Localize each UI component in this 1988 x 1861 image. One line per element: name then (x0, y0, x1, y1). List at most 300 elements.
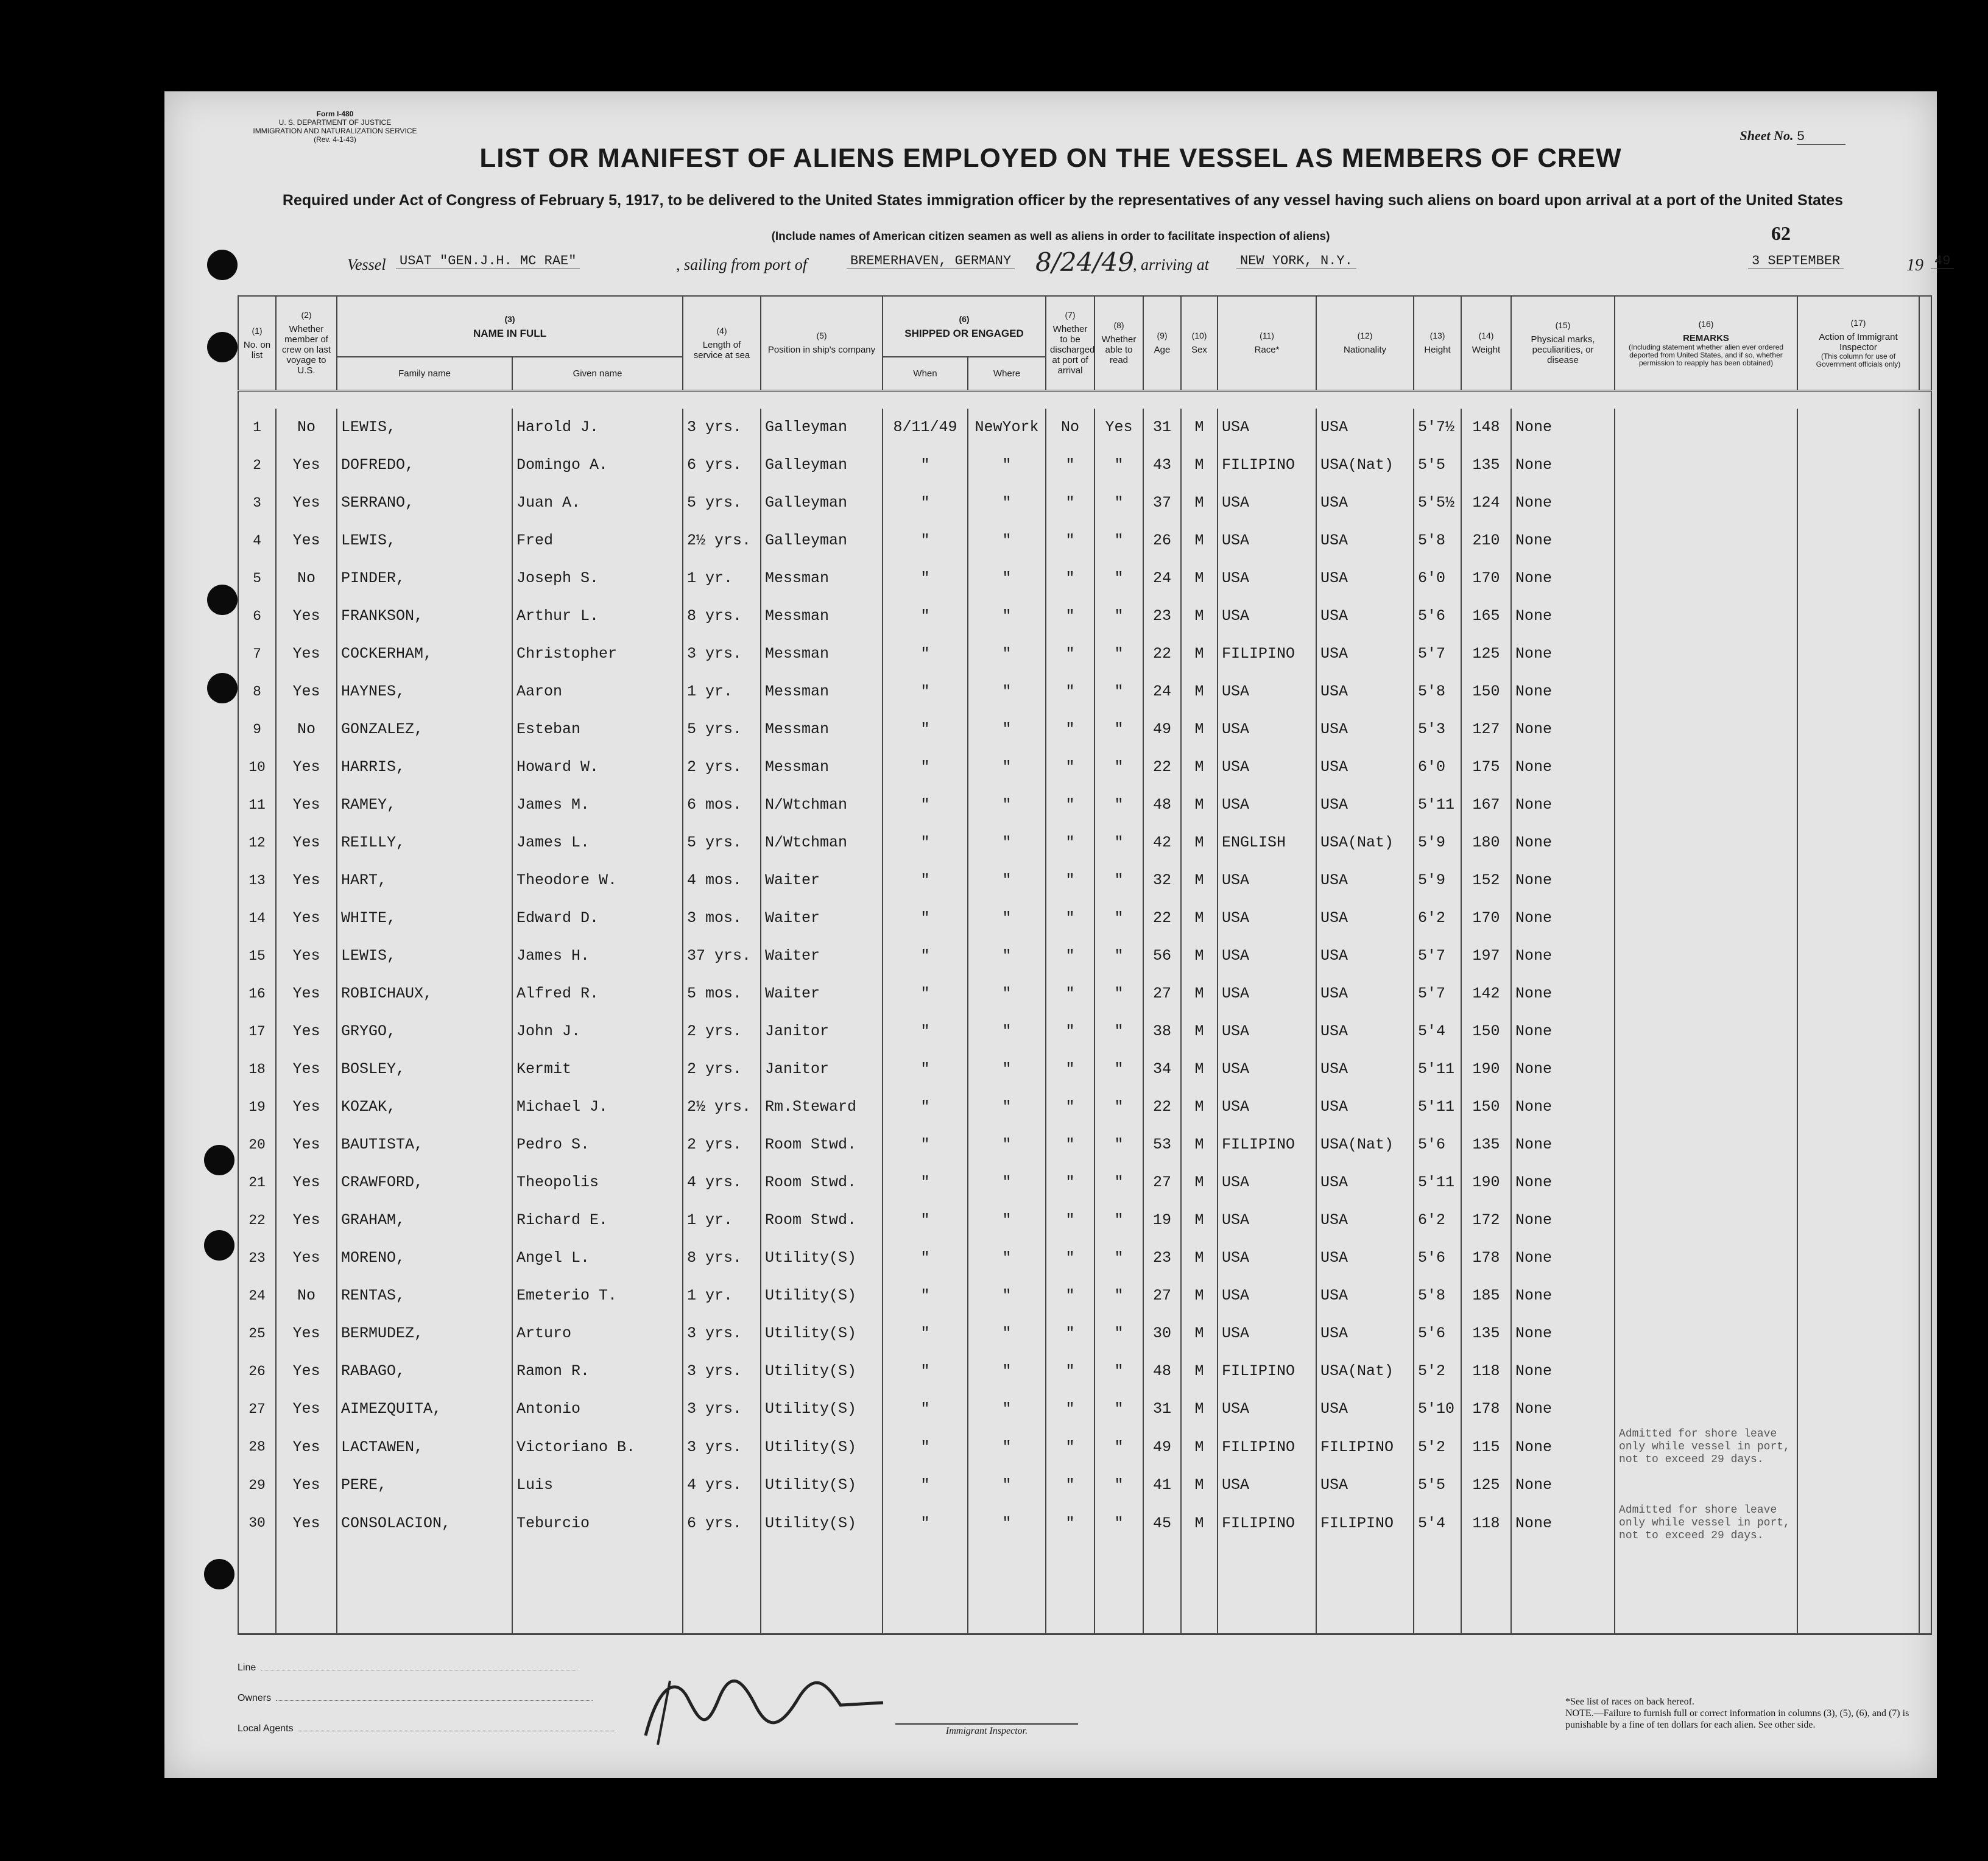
service-cell: 37 yrs. (683, 937, 761, 975)
blank-cell (1919, 1353, 1931, 1390)
col-header-prev-voyage: (2) Whether member of crew on last voyage to U.S. (276, 296, 337, 390)
inspector-action-cell (1797, 560, 1919, 597)
service-cell: 3 yrs. (683, 635, 761, 673)
col-header-race: (11) Race* (1218, 296, 1316, 390)
nationality-cell: USA (1316, 1466, 1414, 1504)
row-number: 12 (238, 824, 276, 862)
blank-cell (1919, 597, 1931, 635)
family-name-cell: GRYGO, (337, 1013, 512, 1050)
physical-marks-cell: None (1511, 1315, 1615, 1353)
inspector-action-cell (1797, 824, 1919, 862)
age-cell: 41 (1143, 1466, 1181, 1504)
weight-cell: 152 (1461, 862, 1511, 899)
manifest-sheet (164, 91, 1951, 1778)
able-to-read-cell: " (1094, 597, 1143, 635)
table-row (238, 635, 1931, 673)
signature-scribble (633, 1662, 889, 1748)
prev-voyage-cell: Yes (276, 1050, 337, 1088)
remarks-cell (1615, 1353, 1797, 1390)
able-to-read-cell: " (1094, 446, 1143, 484)
height-cell: 5'11 (1414, 1050, 1461, 1088)
weight-cell: 170 (1461, 899, 1511, 937)
prev-voyage-cell: Yes (276, 824, 337, 862)
discharged-cell: " (1046, 597, 1094, 635)
blank-cell (1919, 1013, 1931, 1050)
given-name-cell: Pedro S. (512, 1126, 683, 1164)
blank-cell (1919, 975, 1931, 1013)
row-number: 13 (238, 862, 276, 899)
physical-marks-cell: None (1511, 1164, 1615, 1201)
height-cell: 6'2 (1414, 1201, 1461, 1239)
given-name-cell: James H. (512, 937, 683, 975)
blank-cell (276, 1543, 337, 1634)
shipped-when-cell: " (883, 1277, 968, 1315)
height-cell: 5'5 (1414, 1466, 1461, 1504)
table-row (238, 522, 1931, 560)
table-row (238, 1353, 1931, 1390)
given-name-cell: John J. (512, 1013, 683, 1050)
row-number: 8 (238, 673, 276, 711)
discharged-cell: " (1046, 1390, 1094, 1428)
sex-cell: M (1181, 1050, 1218, 1088)
sex-cell: M (1181, 1239, 1218, 1277)
physical-marks-cell: None (1511, 1466, 1615, 1504)
col-header-read: (8) Whether able to read (1094, 296, 1143, 390)
position-cell: Utility(S) (761, 1504, 883, 1543)
shipped-when-cell: " (883, 1390, 968, 1428)
col-header-remarks: (16) REMARKS (Including statement whether alien ever ordered deported from United States, and if so, whether permission to reapply has been obtained) (1615, 296, 1797, 390)
remarks-cell (1615, 937, 1797, 975)
shipped-where-cell: " (968, 1390, 1046, 1428)
nationality-cell: USA (1316, 1013, 1414, 1050)
blank-cell (1919, 1543, 1931, 1634)
age-cell: 53 (1143, 1126, 1181, 1164)
age-cell: 26 (1143, 522, 1181, 560)
row-number: 24 (238, 1277, 276, 1315)
service-cell: 3 yrs. (683, 1390, 761, 1428)
given-name-cell: Victoriano B. (512, 1428, 683, 1466)
row-number: 23 (238, 1239, 276, 1277)
sex-cell: M (1181, 1277, 1218, 1315)
weight-cell: 175 (1461, 748, 1511, 786)
weight-cell: 135 (1461, 1315, 1511, 1353)
prev-voyage-cell: No (276, 409, 337, 446)
row-number: 21 (238, 1164, 276, 1201)
prev-voyage-cell: Yes (276, 1353, 337, 1390)
stamp-number: 62 (1771, 222, 1791, 244)
nationality-cell: USA (1316, 1390, 1414, 1428)
age-cell: 42 (1143, 824, 1181, 862)
position-cell: Janitor (761, 1050, 883, 1088)
punch-hole (207, 585, 238, 615)
punch-hole (204, 1145, 234, 1175)
shipped-where-cell: " (968, 1201, 1046, 1239)
sex-cell: M (1181, 748, 1218, 786)
able-to-read-cell: " (1094, 1201, 1143, 1239)
discharged-cell: " (1046, 1126, 1094, 1164)
family-name-cell: HAYNES, (337, 673, 512, 711)
col-header-marks: (15) Physical marks, peculiarities, or disease (1511, 296, 1615, 390)
row-number: 3 (238, 484, 276, 522)
shipped-when-cell: " (883, 786, 968, 824)
blank-cell (1919, 1239, 1931, 1277)
height-cell: 5'7 (1414, 937, 1461, 975)
remarks-cell (1615, 711, 1797, 748)
nationality-cell: USA (1316, 1088, 1414, 1126)
shipped-where-cell: " (968, 824, 1046, 862)
prev-voyage-cell: Yes (276, 748, 337, 786)
table-row (238, 446, 1931, 484)
race-cell: USA (1218, 560, 1316, 597)
prev-voyage-cell: Yes (276, 1428, 337, 1466)
age-cell: 48 (1143, 786, 1181, 824)
family-name-cell: COCKERHAM, (337, 635, 512, 673)
given-name-cell: Emeterio T. (512, 1277, 683, 1315)
inspector-action-cell (1797, 975, 1919, 1013)
blank-cell (238, 1543, 276, 1634)
line-label: Line (238, 1662, 256, 1673)
weight-cell: 190 (1461, 1164, 1511, 1201)
physical-marks-cell: None (1511, 1390, 1615, 1428)
shipped-where-cell: " (968, 673, 1046, 711)
shipped-where-cell: " (968, 862, 1046, 899)
family-name-cell: LEWIS, (337, 409, 512, 446)
shipped-when-cell: " (883, 1466, 968, 1504)
family-name-cell: RABAGO, (337, 1353, 512, 1390)
row-number: 5 (238, 560, 276, 597)
remarks-cell (1615, 560, 1797, 597)
inspector-action-cell (1797, 862, 1919, 899)
col-header-height: (13) Height (1414, 296, 1461, 390)
race-cell: USA (1218, 1164, 1316, 1201)
shipped-where-cell: " (968, 1164, 1046, 1201)
weight-cell: 170 (1461, 560, 1511, 597)
prev-voyage-cell: Yes (276, 937, 337, 975)
family-name-cell: LEWIS, (337, 522, 512, 560)
punch-hole (204, 1559, 234, 1589)
row-number: 7 (238, 635, 276, 673)
given-name-cell: James L. (512, 824, 683, 862)
position-cell: Utility(S) (761, 1353, 883, 1390)
sex-cell: M (1181, 1013, 1218, 1050)
shipped-when-cell: " (883, 975, 968, 1013)
inspector-action-cell (1797, 937, 1919, 975)
position-cell: Messman (761, 748, 883, 786)
blank-cell (1919, 1201, 1931, 1239)
blank-cell (1919, 1390, 1931, 1428)
given-name-cell: Edward D. (512, 899, 683, 937)
position-cell: Utility(S) (761, 1239, 883, 1277)
able-to-read-cell: " (1094, 522, 1143, 560)
given-name-cell: Aaron (512, 673, 683, 711)
shipped-when-cell: " (883, 522, 968, 560)
row-number: 11 (238, 786, 276, 824)
age-cell: 37 (1143, 484, 1181, 522)
race-cell: USA (1218, 1277, 1316, 1315)
prev-voyage-cell: Yes (276, 1201, 337, 1239)
nationality-cell: USA (1316, 975, 1414, 1013)
physical-marks-cell: None (1511, 937, 1615, 975)
age-cell: 24 (1143, 673, 1181, 711)
remarks-cell (1615, 522, 1797, 560)
inspector-action-cell (1797, 1013, 1919, 1050)
family-name-cell: CONSOLACION, (337, 1504, 512, 1543)
col-header-nationality: (12) Nationality (1316, 296, 1414, 390)
position-cell: Utility(S) (761, 1428, 883, 1466)
race-cell: USA (1218, 484, 1316, 522)
table-row (238, 1504, 1931, 1543)
weight-cell: 148 (1461, 409, 1511, 446)
remarks-cell (1615, 673, 1797, 711)
position-cell: Utility(S) (761, 1315, 883, 1353)
able-to-read-cell: " (1094, 1277, 1143, 1315)
position-cell: Rm.Steward (761, 1088, 883, 1126)
service-cell: 2 yrs. (683, 1126, 761, 1164)
discharged-cell: " (1046, 446, 1094, 484)
weight-cell: 127 (1461, 711, 1511, 748)
height-cell: 5'7 (1414, 635, 1461, 673)
nationality-cell: USA (1316, 484, 1414, 522)
discharged-cell: " (1046, 1239, 1094, 1277)
owners-label: Owners (238, 1693, 272, 1703)
family-name-cell: RENTAS, (337, 1277, 512, 1315)
physical-marks-cell: None (1511, 522, 1615, 560)
height-cell: 6'0 (1414, 560, 1461, 597)
table-row (238, 899, 1931, 937)
physical-marks-cell: None (1511, 409, 1615, 446)
given-name-cell: Fred (512, 522, 683, 560)
weight-cell: 124 (1461, 484, 1511, 522)
discharged-cell: " (1046, 1315, 1094, 1353)
shipped-where-cell: " (968, 711, 1046, 748)
shipped-where-cell: " (968, 635, 1046, 673)
remarks-cell (1615, 1088, 1797, 1126)
given-name-cell: Theopolis (512, 1164, 683, 1201)
given-name-cell: Esteban (512, 711, 683, 748)
given-name-cell: Luis (512, 1466, 683, 1504)
table-row (238, 1126, 1931, 1164)
vessel-label: Vessel (347, 256, 386, 273)
age-cell: 45 (1143, 1504, 1181, 1543)
shipped-when-cell: " (883, 1013, 968, 1050)
able-to-read-cell: " (1094, 635, 1143, 673)
table-row (238, 862, 1931, 899)
remarks-cell (1615, 786, 1797, 824)
family-name-cell: PINDER, (337, 560, 512, 597)
weight-cell: 172 (1461, 1201, 1511, 1239)
shipped-when-cell: " (883, 1088, 968, 1126)
form-number: Form I-480 (316, 110, 354, 118)
given-name-cell: Alfred R. (512, 975, 683, 1013)
col-header-weight: (14) Weight (1461, 296, 1511, 390)
age-cell: 19 (1143, 1201, 1181, 1239)
height-cell: 5'2 (1414, 1353, 1461, 1390)
age-cell: 22 (1143, 1088, 1181, 1126)
inspector-action-cell (1797, 1088, 1919, 1126)
document-title: LIST OR MANIFEST OF ALIENS EMPLOYED ON THE VESSEL AS MEMBERS OF CREW (479, 143, 1622, 173)
able-to-read-cell: " (1094, 748, 1143, 786)
family-name-cell: BOSLEY, (337, 1050, 512, 1088)
shipped-when-cell: " (883, 748, 968, 786)
year-suffix: 49 (1931, 253, 1954, 269)
age-cell: 30 (1143, 1315, 1181, 1353)
shipped-where-cell: " (968, 1277, 1046, 1315)
position-cell: Utility(S) (761, 1466, 883, 1504)
blank-cell (1919, 862, 1931, 899)
race-cell: FILIPINO (1218, 1504, 1316, 1543)
weight-cell: 190 (1461, 1050, 1511, 1088)
service-cell: 6 mos. (683, 786, 761, 824)
service-cell: 6 yrs. (683, 446, 761, 484)
race-cell: USA (1218, 1201, 1316, 1239)
blank-cell (883, 1543, 968, 1634)
age-cell: 38 (1143, 1013, 1181, 1050)
shipped-when-cell: " (883, 1428, 968, 1466)
col-header-shipped: (6) SHIPPED OR ENGAGED (883, 296, 1046, 357)
age-cell: 31 (1143, 409, 1181, 446)
inspector-action-cell (1797, 1277, 1919, 1315)
family-name-cell: FRANKSON, (337, 597, 512, 635)
col-header-family-name: Family name (337, 357, 512, 390)
race-cell: FILIPINO (1218, 1126, 1316, 1164)
discharged-cell: " (1046, 484, 1094, 522)
blank-cell (1919, 786, 1931, 824)
nationality-cell: FILIPINO (1316, 1504, 1414, 1543)
sex-cell: M (1181, 484, 1218, 522)
blank-cell (1919, 1428, 1931, 1466)
height-cell: 5'8 (1414, 673, 1461, 711)
position-cell: Galleyman (761, 522, 883, 560)
nationality-cell: FILIPINO (1316, 1428, 1414, 1466)
document-subtitle: Required under Act of Congress of February 5, 1917, to be delivered to the United States immigration officer by the representatives of any vessel having such aliens on board upon arrival at a port of the United States (282, 192, 1844, 209)
able-to-read-cell: " (1094, 1428, 1143, 1466)
given-name-cell: Joseph S. (512, 560, 683, 597)
discharged-cell: " (1046, 560, 1094, 597)
port-to: NEW YORK, N.Y. (1236, 253, 1356, 269)
prev-voyage-cell: Yes (276, 597, 337, 635)
age-cell: 27 (1143, 1277, 1181, 1315)
nationality-cell: USA (1316, 1201, 1414, 1239)
discharged-cell: " (1046, 1164, 1094, 1201)
sex-cell: M (1181, 862, 1218, 899)
nationality-cell: USA (1316, 673, 1414, 711)
given-name-cell: Christopher (512, 635, 683, 673)
position-cell: Utility(S) (761, 1390, 883, 1428)
sex-cell: M (1181, 597, 1218, 635)
blank-cell (1094, 1543, 1143, 1634)
table-row (238, 937, 1931, 975)
discharged-cell: " (1046, 1428, 1094, 1466)
height-cell: 5'6 (1414, 1315, 1461, 1353)
able-to-read-cell: " (1094, 1315, 1143, 1353)
service-cell: 2 yrs. (683, 748, 761, 786)
shipped-when-cell: " (883, 1315, 968, 1353)
given-name-cell: Juan A. (512, 484, 683, 522)
inspector-action-cell (1797, 522, 1919, 560)
prev-voyage-cell: Yes (276, 1504, 337, 1543)
row-number: 28 (238, 1428, 276, 1466)
shipped-when-cell: " (883, 1126, 968, 1164)
remarks-cell (1615, 1201, 1797, 1239)
remarks-cell (1615, 1013, 1797, 1050)
table-header (238, 296, 1931, 409)
penalty-note: NOTE.—Failure to furnish full or correct information in columns (3), (5), (6), and (7) is punishable by a fine of ten dollars for each alien. See other side. (1565, 1708, 1909, 1730)
family-name-cell: BERMUDEZ, (337, 1315, 512, 1353)
shipped-where-cell: " (968, 1126, 1046, 1164)
physical-marks-cell: None (1511, 597, 1615, 635)
race-cell: FILIPINO (1218, 1428, 1316, 1466)
port-from: BREMERHAVEN, GERMANY (847, 253, 1015, 269)
physical-marks-cell: None (1511, 899, 1615, 937)
inspector-action-cell (1797, 1315, 1919, 1353)
weight-cell: 150 (1461, 1088, 1511, 1126)
shipped-where-cell: " (968, 597, 1046, 635)
able-to-read-cell: " (1094, 711, 1143, 748)
physical-marks-cell: None (1511, 1428, 1615, 1466)
inspector-action-cell (1797, 1428, 1919, 1466)
col-header-no: (1) No. on list (238, 296, 276, 390)
discharged-cell: " (1046, 862, 1094, 899)
height-cell: 5'5 (1414, 446, 1461, 484)
service-cell: 1 yr. (683, 1277, 761, 1315)
inspector-action-cell (1797, 786, 1919, 824)
shipped-where-cell: " (968, 1428, 1046, 1466)
nationality-cell: USA (1316, 560, 1414, 597)
able-to-read-cell: " (1094, 1390, 1143, 1428)
age-cell: 22 (1143, 899, 1181, 937)
given-name-cell: Kermit (512, 1050, 683, 1088)
family-name-cell: DOFREDO, (337, 446, 512, 484)
row-number: 6 (238, 597, 276, 635)
position-cell: N/Wtchman (761, 786, 883, 824)
prev-voyage-cell: Yes (276, 446, 337, 484)
form-department: U. S. DEPARTMENT OF JUSTICE (278, 118, 392, 127)
able-to-read-cell: " (1094, 786, 1143, 824)
service-cell: 2 yrs. (683, 1050, 761, 1088)
table-row (238, 1277, 1931, 1315)
table-row (238, 409, 1931, 446)
row-number: 17 (238, 1013, 276, 1050)
height-cell: 5'8 (1414, 1277, 1461, 1315)
able-to-read-cell: " (1094, 899, 1143, 937)
family-name-cell: CRAWFORD, (337, 1164, 512, 1201)
position-cell: Galleyman (761, 446, 883, 484)
family-name-cell: HART, (337, 862, 512, 899)
footer-line-field (238, 1662, 577, 1673)
physical-marks-cell: None (1511, 1088, 1615, 1126)
age-cell: 23 (1143, 597, 1181, 635)
family-name-cell: LACTAWEN, (337, 1428, 512, 1466)
blank-cell (1511, 1543, 1615, 1634)
shipped-when-cell: " (883, 1164, 968, 1201)
service-cell: 3 yrs. (683, 1428, 761, 1466)
age-cell: 22 (1143, 635, 1181, 673)
table-row (238, 1201, 1931, 1239)
discharged-cell: " (1046, 1088, 1094, 1126)
sex-cell: M (1181, 1353, 1218, 1390)
age-cell: 34 (1143, 1050, 1181, 1088)
service-cell: 8 yrs. (683, 597, 761, 635)
inspector-action-cell (1797, 1504, 1919, 1543)
row-number: 10 (238, 748, 276, 786)
discharged-cell: " (1046, 1277, 1094, 1315)
nationality-cell: USA (1316, 1239, 1414, 1277)
age-cell: 27 (1143, 975, 1181, 1013)
height-cell: 5'6 (1414, 1239, 1461, 1277)
nationality-cell: USA (1316, 1164, 1414, 1201)
discharged-cell: " (1046, 1050, 1094, 1088)
discharged-cell: " (1046, 899, 1094, 937)
